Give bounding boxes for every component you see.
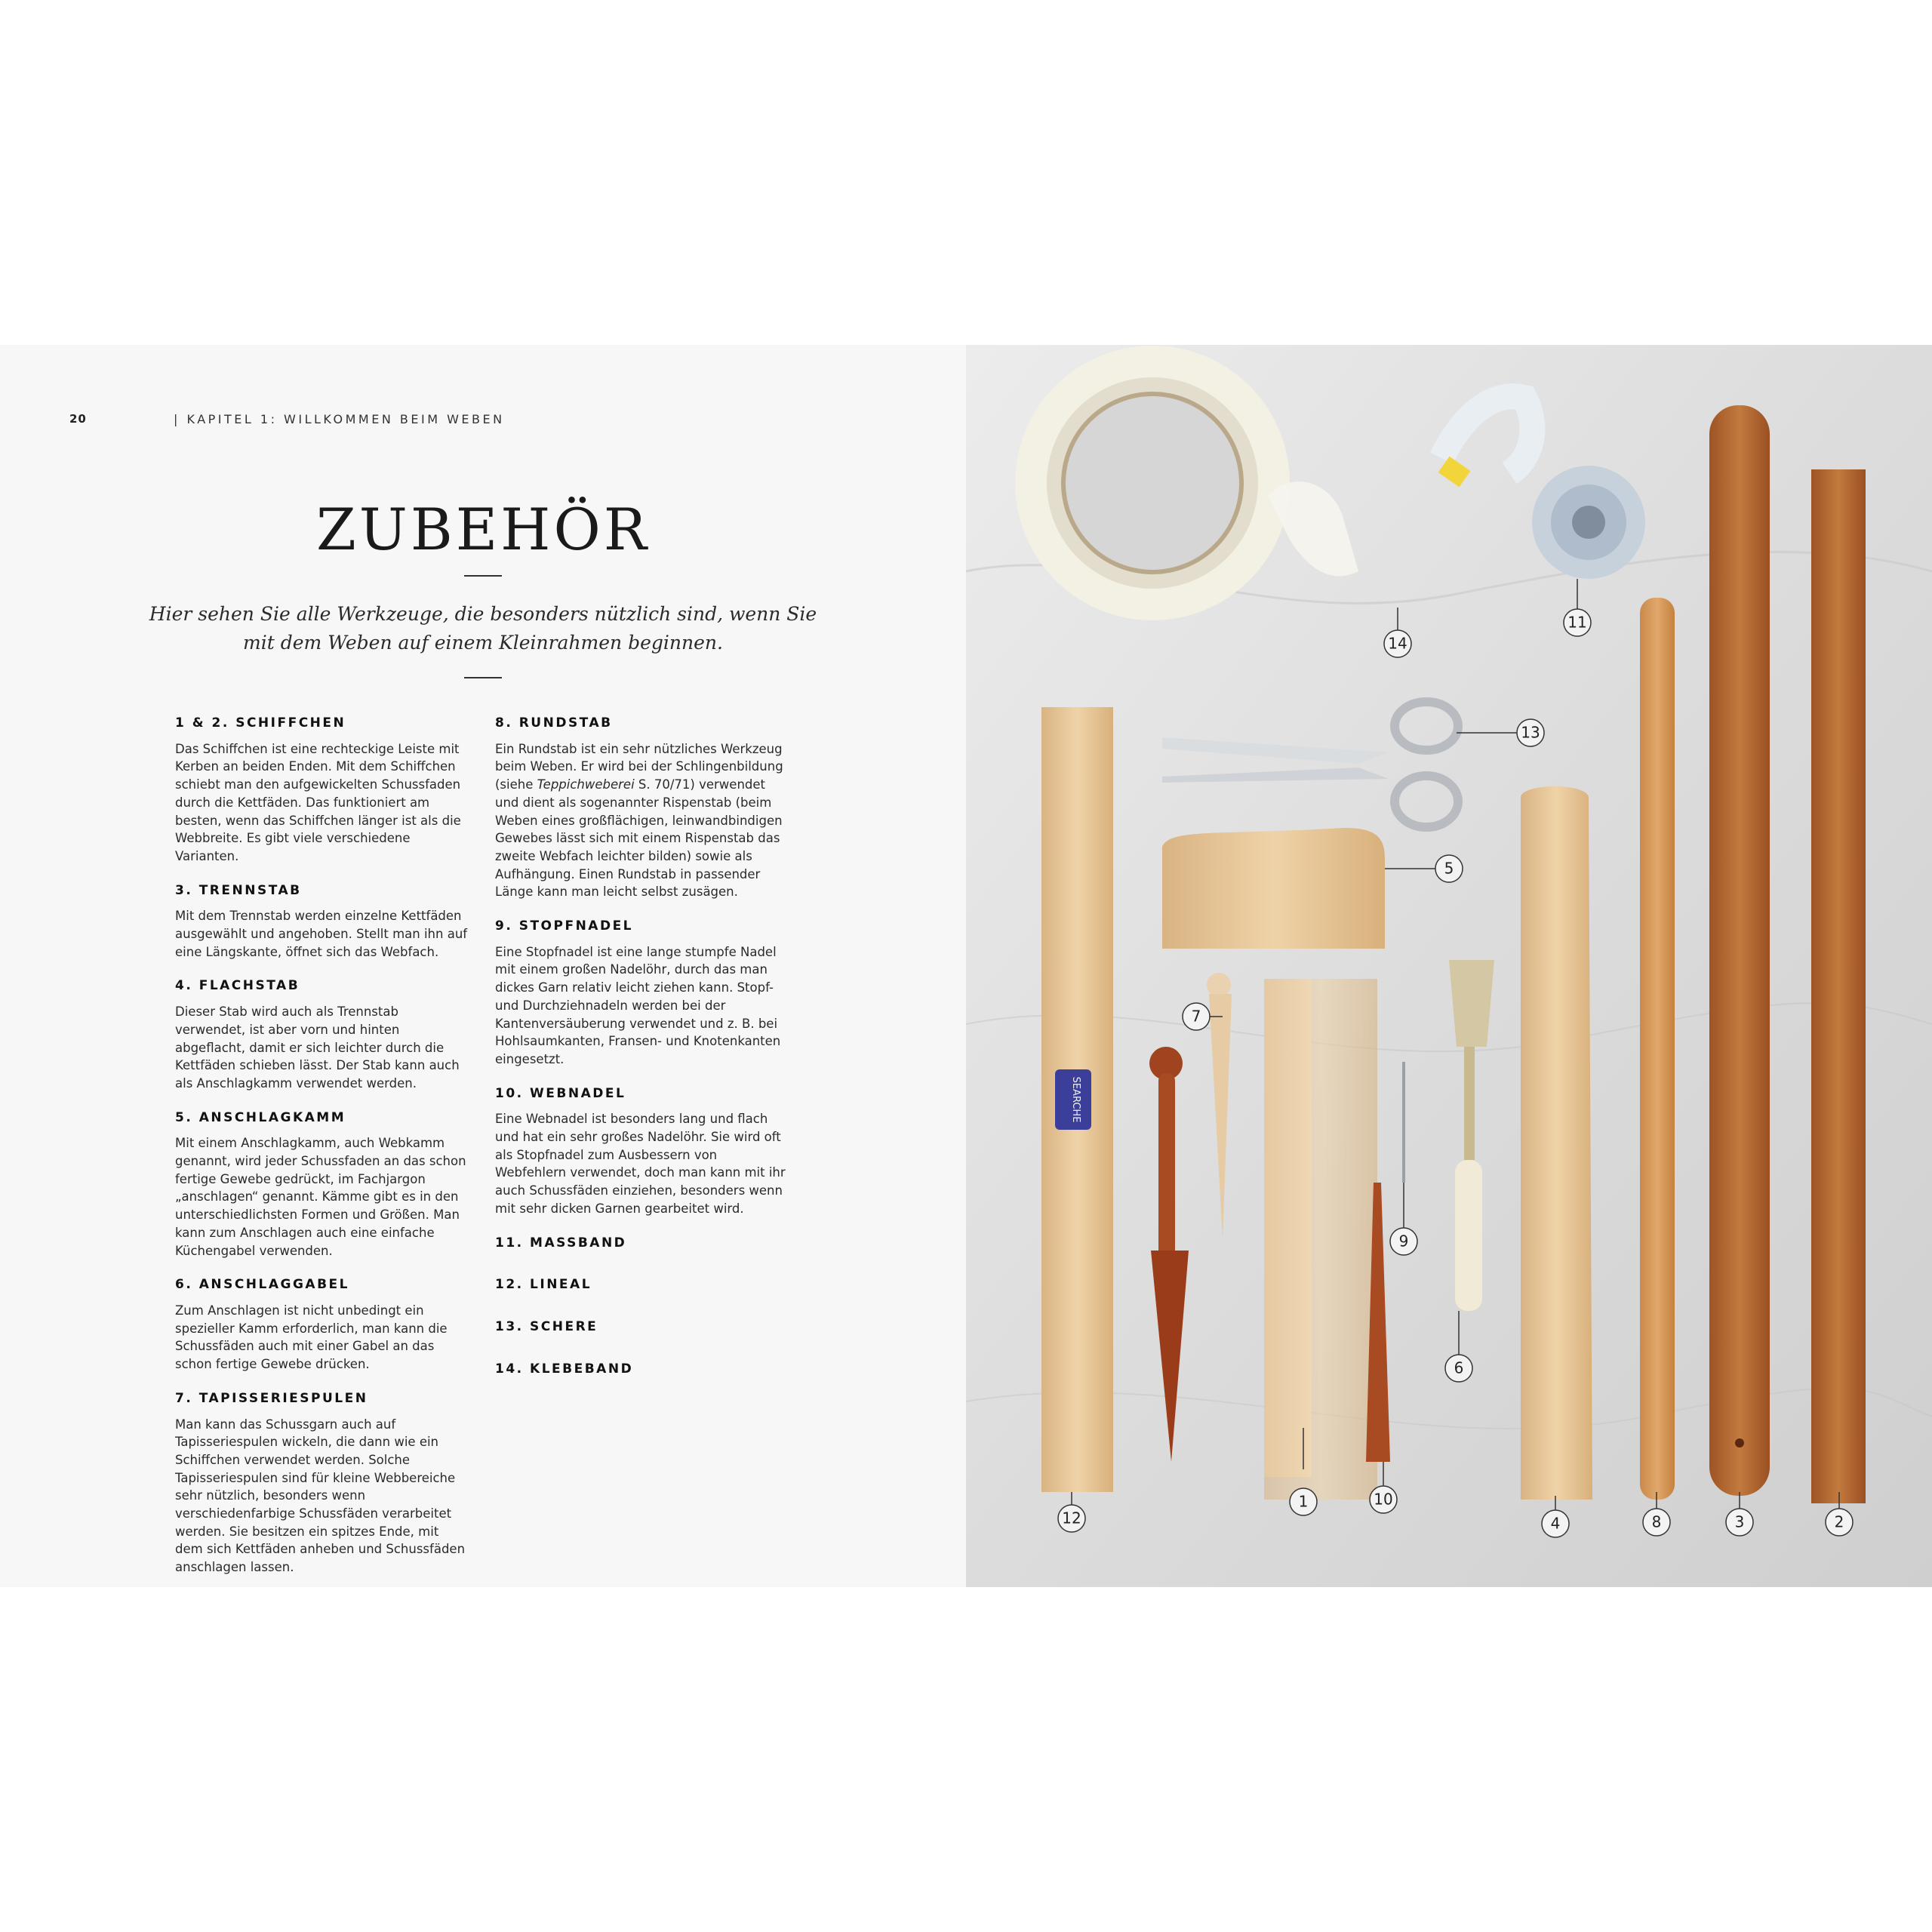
section-heading: 1 & 2. SCHIFFCHEN (175, 715, 346, 731)
section-body: Eine Stopfnadel ist eine lange stumpfe Nadel mit einem großen Nadelöhr, durch das man dickes Garn relativ leicht ziehen kann. Stopf- und Durchziehnadeln werden bei der Kantenversäuberung verwendet und z. B. bei Hohlsaumkanten, Fransen- und Knotenkanten eingesetzt. (495, 944, 781, 1066)
intro-text (106, 600, 860, 657)
ruler-brand: SEARCHE (1070, 1076, 1081, 1123)
section-heading: 9. STOPFNADEL (495, 918, 634, 934)
section-heading: 14. KLEBEBAND (495, 1361, 634, 1377)
section-heading: 3. TRENNSTAB (175, 882, 302, 898)
section-heading: 6. ANSCHLAGGABEL (175, 1277, 349, 1293)
shuttle-light-icon (1264, 979, 1377, 1500)
svg-text:5: 5 (1444, 859, 1454, 878)
svg-text:7: 7 (1191, 1007, 1201, 1026)
svg-text:3: 3 (1734, 1512, 1745, 1531)
page-number: 20 (69, 412, 87, 426)
section-heading: 11. MASSBAND (495, 1235, 627, 1251)
section-heading: 8. RUNDSTAB (495, 715, 613, 731)
left-page (0, 345, 966, 1587)
shed-stick-icon (1709, 405, 1770, 1496)
section-heading: 13. SCHERE (495, 1318, 598, 1334)
book-spread (0, 345, 1932, 1587)
svg-text:8: 8 (1651, 1512, 1662, 1531)
section-heading: 12. LINEAL (495, 1277, 592, 1293)
section-body: Mit einem Anschlagkamm, auch Webkamm genannt, wird jeder Schussfaden an das schon fertige Gewebe gedrückt, im Fachjargon „anschlagen“ genannt. Kämme gibt es in den unterschiedlichsten Formen und Größen. Man kann zum Anschlagen auch eine einfache Küchengabel verwenden. (175, 1136, 466, 1258)
intro-line-1: Hier sehen Sie alle Werkzeuge, die besonders nützlich sind, wenn Sie (149, 603, 817, 625)
svg-text:14: 14 (1388, 634, 1407, 653)
ruler-icon (1041, 707, 1113, 1492)
tools-photo (966, 345, 1932, 1587)
intro-line-2: mit dem Weben auf einem Kleinrahmen beginnen. (243, 632, 723, 654)
title-divider (464, 575, 502, 577)
tools-illustration (966, 345, 1932, 1587)
text-column-left (175, 715, 468, 1593)
svg-text:2: 2 (1834, 1512, 1844, 1531)
svg-text:13: 13 (1521, 723, 1540, 742)
section-body: Eine Webnadel ist besonders lang und flach und hat ein sehr großes Nadelöhr. Sie wird oft als Stopfnadel zum Ausbessern von Webfehlern verwendet, doch man kann mit ihr auch Schussfäden einziehen, besonders wenn mit sehr dicken Garnen gearbeitet wird. (495, 1112, 786, 1216)
section-body: Zum Anschlagen ist nicht unbedingt ein spezieller Kamm erforderlich, man kann die Schussfäden auch mit einer Gabel an das schon fertige Gewebe drücken. (175, 1303, 448, 1372)
svg-text:12: 12 (1062, 1509, 1081, 1527)
dowel-icon (1640, 598, 1675, 1500)
darning-needle-icon (1402, 1062, 1405, 1183)
svg-text:1: 1 (1298, 1492, 1309, 1511)
section-body: Mit dem Trennstab werden einzelne Kettfäden ausgewählt und angehoben. Stellt man ihn auf eine Längskante, öffnet sich das Webfach. (175, 909, 468, 959)
svg-text:11: 11 (1567, 613, 1587, 632)
svg-text:10: 10 (1374, 1490, 1393, 1509)
svg-text:4: 4 (1550, 1514, 1561, 1533)
intro-divider (464, 677, 502, 678)
section-body: Das Schiffchen ist eine rechteckige Leiste mit Kerben an beiden Enden. Mit dem Schiffchen schiebt man den aufgewickelten Schussfaden durch die Kettfäden. Das funktioniert am besten, wenn das Schiffchen länger ist als die Webbreite. Es gibt viele verschiedene Varianten. (175, 741, 461, 863)
section-body: Dieser Stab wird auch als Trennstab verwendet, ist aber vorn und hinten abgeflacht, damit er sich leichter durch die Kettfäden schieben lässt. Der Stab kann auch als Anschlagkamm verwendet werden. (175, 1004, 460, 1091)
page-title: ZUBEHÖR (316, 496, 650, 563)
section-body: Ein Rundstab ist ein sehr nützliches Werkzeug beim Weben. Er wird bei der Schlingenbildung (siehe Teppichweberei S. 70/71) verwendet und dient als sogenannter Rispenstab (beim Weben eines großflächigen, leinwandbindigen Gewebes lässt sich mit einem Rispenstab das zweite Webfach leichter bilden) sowie als Aufhängung. Einen Rundstab in passender Länge kann man leicht selbst zusägen. (495, 741, 783, 900)
text-column-right (495, 715, 788, 1402)
svg-text:6: 6 (1454, 1358, 1464, 1377)
flat-stick-icon (1521, 786, 1592, 1500)
comb-icon (1162, 828, 1385, 949)
section-heading: 10. WEBNADEL (495, 1085, 626, 1101)
svg-text:9: 9 (1398, 1232, 1409, 1251)
running-head: | KAPITEL 1: WILLKOMMEN BEIM WEBEN (174, 412, 505, 426)
section-heading: 5. ANSCHLAGKAMM (175, 1109, 346, 1125)
section-heading: 4. FLACHSTAB (175, 978, 300, 994)
section-body: Man kann das Schussgarn auch auf Tapisseriespulen wickeln, die dann wie ein Schiffchen verwendet werden. Solche Tapisseriespulen sind für kleine Webbereiche sehr nützlich, besonders wenn verschiedenfarbige Schussfäden verarbeitet werden. Sie besitzen ein spitzes Ende, mit dem sich Kettfäden anheben und Schussfäden anschlagen lassen. (175, 1417, 466, 1575)
section-heading: 7. TAPISSERIESPULEN (175, 1390, 368, 1406)
shuttle-dark-icon (1811, 469, 1866, 1503)
